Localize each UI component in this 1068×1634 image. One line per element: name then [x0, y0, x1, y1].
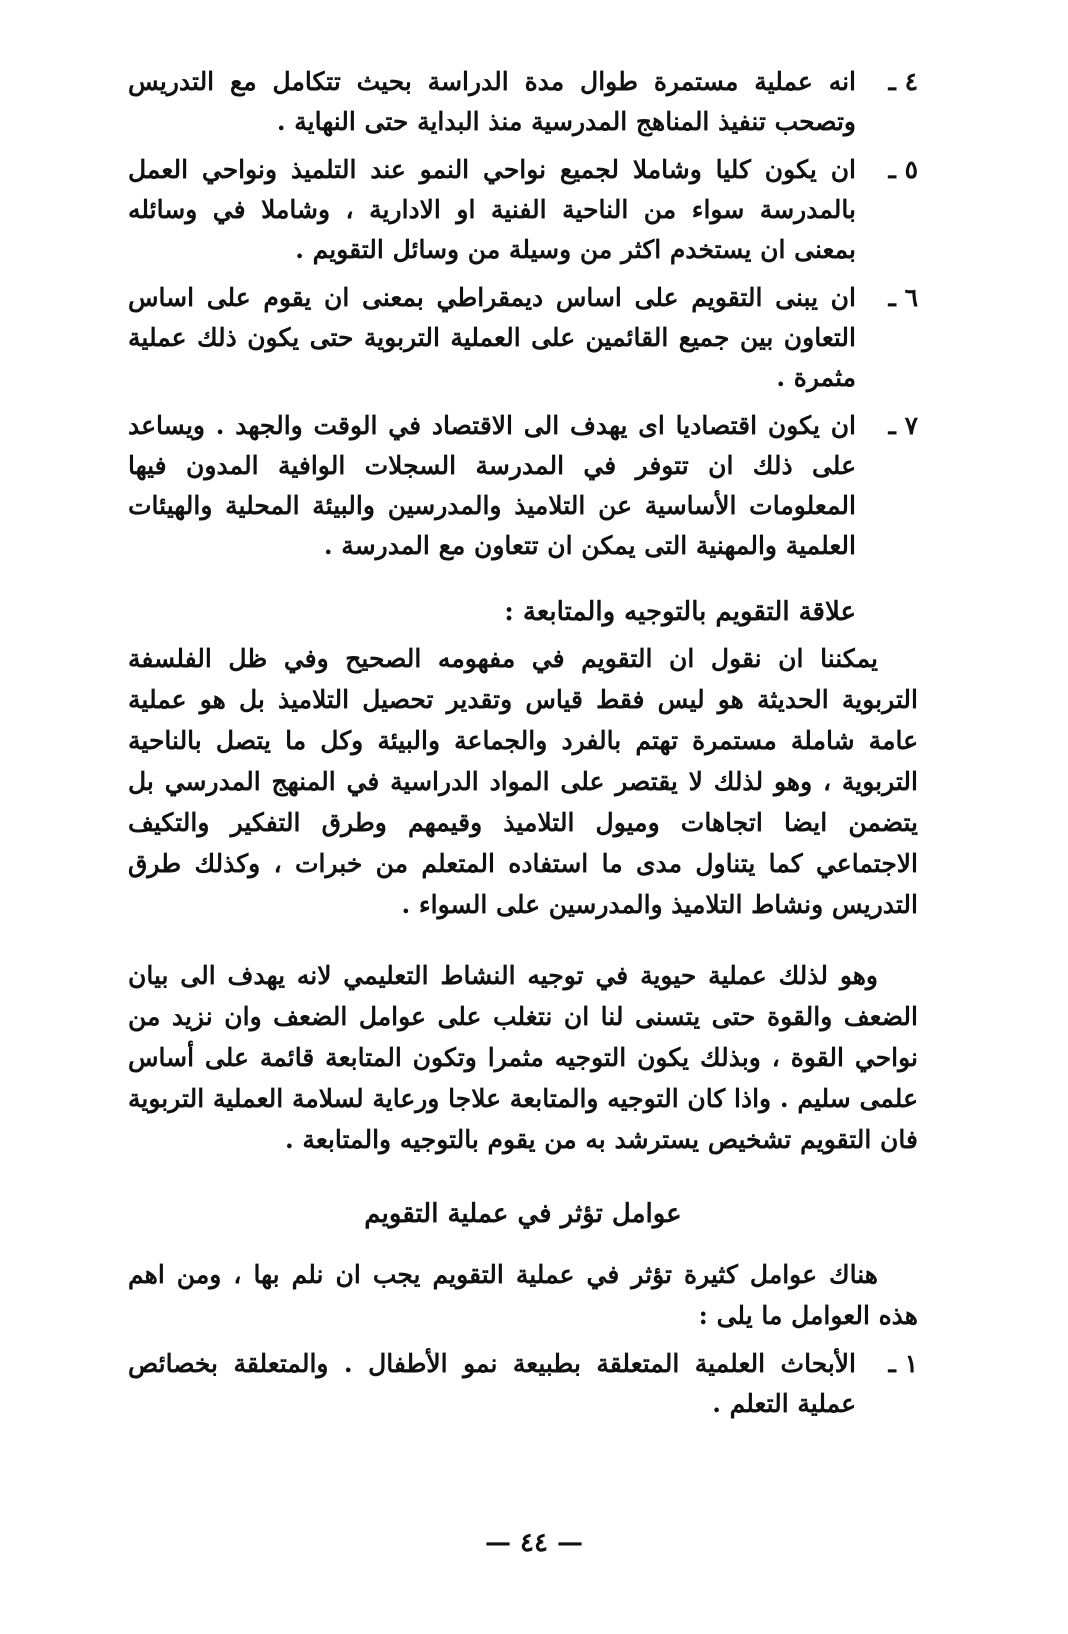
list-item-number: ١ ـ	[888, 1349, 918, 1378]
paragraph: يمكننا ان نقول ان التقويم في مفهومه الصحيح وفي ظل الفلسفة التربوية الحديثة هو ليس فقط قياس وتقدير تحصيل التلاميذ بل هو عملية عامة شاملة مستمرة تهتم بالفرد والجماعة والبيئة وكل ما يتصل بالناحية التربوية ، وهو لذلك لا يقتصر على المواد الدراسية في المنهج المدرسي بل يتضمن ايضا اتجاهات وميول التلاميذ وقيمهم وطرق التفكير والتكيف الاجتماعي كما يتناول مدى ما استفاده المتعلم من خبرات ، وكذلك طرق التدريس ونشاط التلاميذ والمدرسين على السواء .	[128, 644, 918, 919]
list-item	[128, 1344, 918, 1424]
list-item-text: ان يكون كليا وشاملا لجميع نواحي النمو عند التلميذ ونواحي العمل بالمدرسة سواء من الناحية الفنية او الادارية ، وشاملا في وسائله بمعنى ان يستخدم اكثر من وسيلة من وسائل التقويم .	[128, 155, 856, 264]
list-item	[128, 406, 918, 566]
list-item	[128, 62, 918, 142]
list-item	[128, 278, 918, 398]
list-item	[128, 150, 918, 270]
paragraph-intro: هناك عوامل كثيرة تؤثر في عملية التقويم يجب ان نلم بها ، ومن اهم هذه العوامل ما يلى :	[128, 1260, 918, 1330]
section-heading-evaluation-guidance: علاقة التقويم بالتوجيه والمتابعة :	[504, 597, 856, 627]
list-item-number: ٤ ـ	[888, 67, 918, 96]
list-item-number: ٥ ـ	[888, 155, 918, 184]
list-item-number: ٦ ـ	[888, 283, 918, 312]
numbered-list-factors	[128, 1344, 918, 1424]
list-item-text: انه عملية مستمرة طوال مدة الدراسة بحيث تتكامل مع التدريس وتصحب تنفيذ المناهج المدرسية منذ البداية حتى النهاية .	[128, 67, 857, 136]
section-heading-factors: عوامل تؤثر في عملية التقويم	[364, 1199, 682, 1229]
list-item-text: الأبحاث العلمية المتعلقة بطبيعة نمو الأطفال . والمتعلقة بخصائص عملية التعلم .	[128, 1349, 856, 1418]
paragraph: وهو لذلك عملية حيوية في توجيه النشاط التعليمي لانه يهدف الى بيان الضعف والقوة حتى يتسنى لنا ان نتغلب على عوامل الضعف وان نزيد من نواحي القوة ، وبذلك يكون التوجيه مثمرا وتكون المتابعة قائمة على أساس علمى سليم . واذا كان التوجيه والمتابعة علاجا ورعاية لسلامة العملية التربوية فان التقويم تشخيص يسترشد به من يقوم بالتوجيه والمتابعة .	[128, 961, 918, 1154]
numbered-list-top	[128, 62, 918, 566]
list-item-text: ان يكون اقتصاديا اى يهدف الى الاقتصاد في الوقت والجهد . ويساعد على ذلك ان تتوفر في المدرسة السجلات الوافية المدون فيها المعلومات الأساسية عن التلاميذ والمدرسين والبيئة المحلية والهيئات العلمية والمهنية التى يمكن ان تتعاون مع المدرسة .	[128, 411, 856, 560]
page-number: — ٤٤ —	[484, 1528, 584, 1558]
list-item-text: ان يبنى التقويم على اساس ديمقراطي بمعنى ان يقوم على اساس التعاون بين جميع القائمين على العملية التربوية حتى يكون ذلك عملية مثمرة .	[128, 283, 856, 392]
list-item-number: ٧ ـ	[888, 411, 918, 440]
